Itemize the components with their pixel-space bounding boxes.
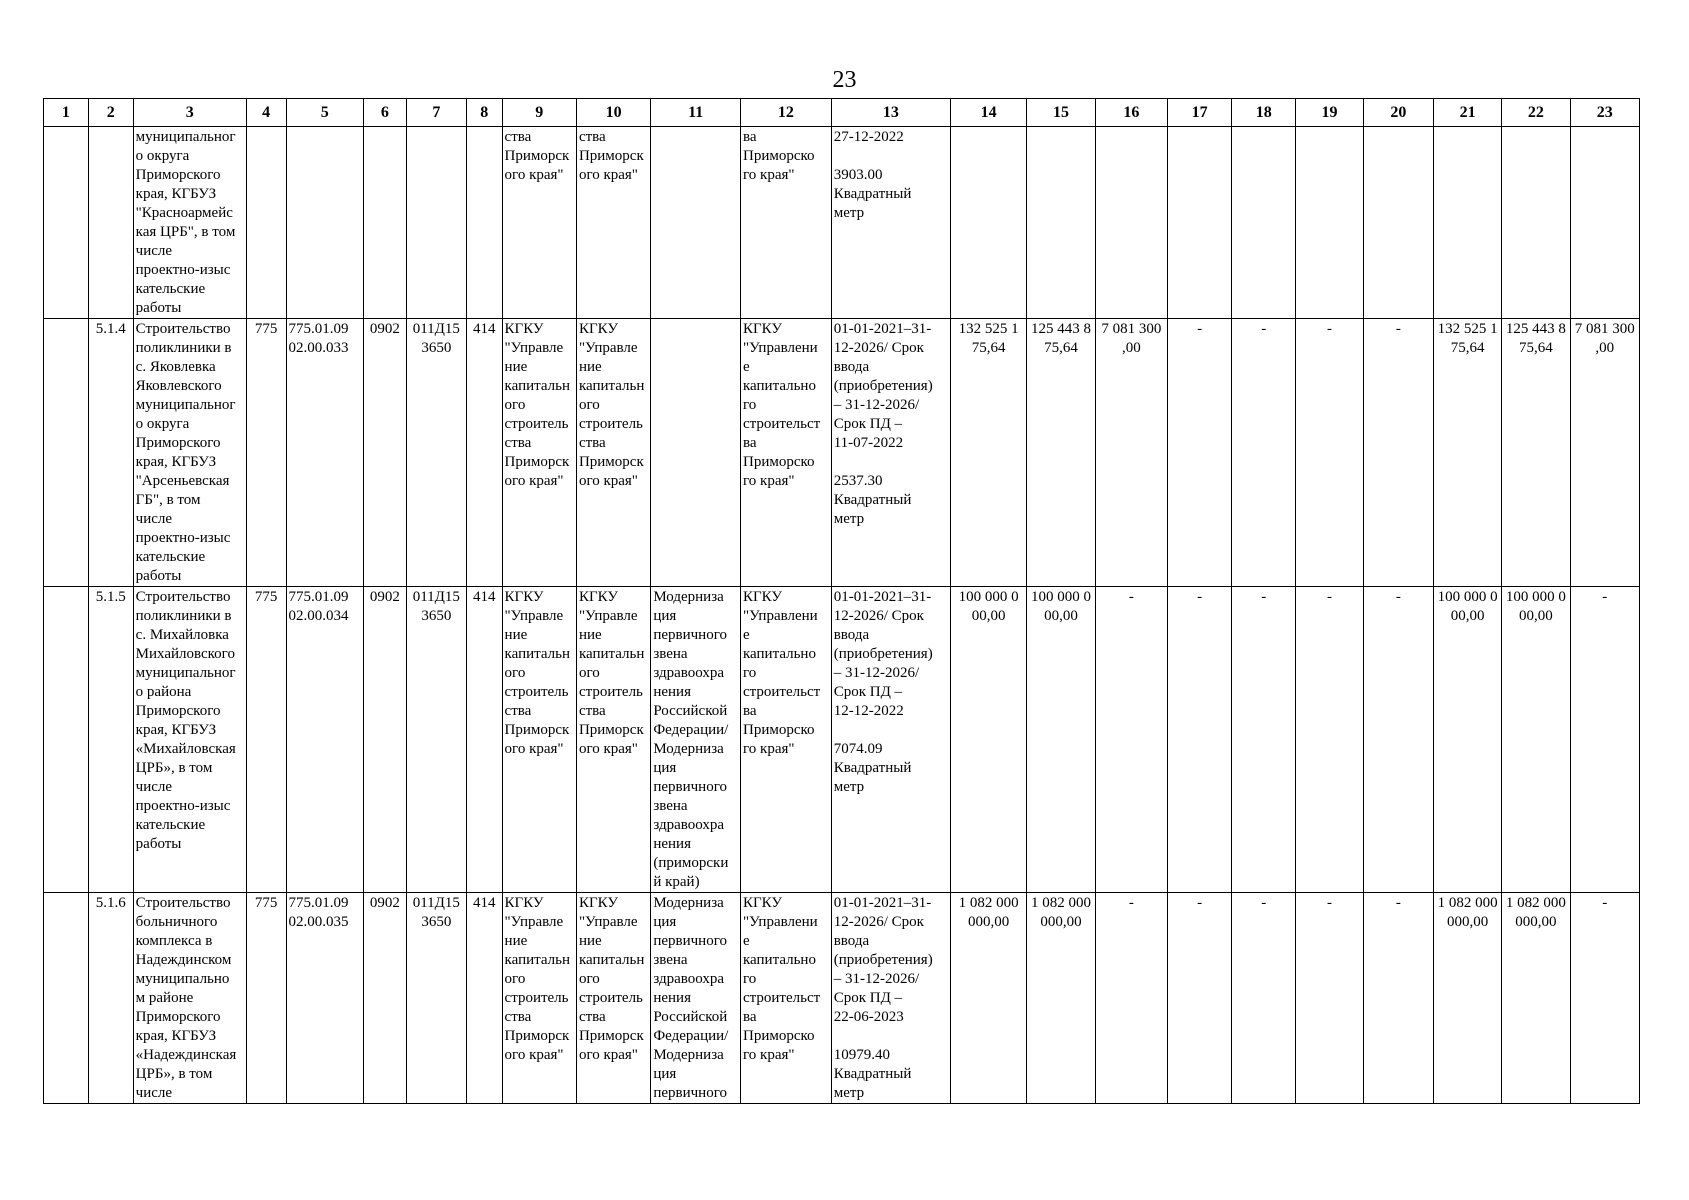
table-cell: 011Д15 3650 <box>406 319 466 587</box>
column-number-header: 10 <box>576 99 650 127</box>
table-cell <box>44 893 89 1104</box>
column-number-header: 7 <box>406 99 466 127</box>
table-cell <box>88 127 133 319</box>
table-cell <box>1095 127 1167 319</box>
table-cell: 5.1.4 <box>88 319 133 587</box>
table-cell: - <box>1232 319 1296 587</box>
table-cell: - <box>1570 893 1639 1104</box>
table-cell: 5.1.5 <box>88 587 133 893</box>
table-cell: 125 443 8 75,64 <box>1027 319 1095 587</box>
table-cell: - <box>1168 587 1232 893</box>
column-number-header: 17 <box>1168 99 1232 127</box>
table-cell: 1 082 000 000,00 <box>1027 893 1095 1104</box>
column-number-header: 8 <box>466 99 502 127</box>
table-cell <box>44 587 89 893</box>
column-number-header: 23 <box>1570 99 1639 127</box>
table-cell <box>1433 127 1501 319</box>
table-row <box>44 587 1640 893</box>
table-cell <box>246 127 286 319</box>
table-cell: 775.01.09 02.00.034 <box>286 587 363 893</box>
table-cell: - <box>1232 893 1296 1104</box>
table-row <box>44 319 1640 587</box>
table-cell <box>1027 127 1095 319</box>
table-cell: 132 525 1 75,64 <box>950 319 1026 587</box>
column-number-header: 21 <box>1433 99 1501 127</box>
table-cell: Строительство поликлиники в с. Яковлевка Яковлевского муниципальног о округа Приморского края, КГБУЗ "Арсеньевская ГБ", в том числе проектно-изыс кательские работы <box>133 319 246 587</box>
table-cell: Строительство поликлиники в с. Михайловка Михайловского муниципальног о района Приморского края, КГБУЗ «Михайловская ЦРБ», в том числе проектно-изыс кательские работы <box>133 587 246 893</box>
table-cell: - <box>1363 587 1433 893</box>
table-cell <box>1570 127 1639 319</box>
table-cell: КГКУ "Управлени е капитально го строительст ва Приморско го края" <box>741 893 832 1104</box>
table-cell: ства Приморск ого края" <box>576 127 650 319</box>
table-cell: КГКУ "Управле ние капитальн ого строитель ства Приморск ого края" <box>502 587 576 893</box>
table-cell: - <box>1168 893 1232 1104</box>
table-cell <box>286 127 363 319</box>
table-cell <box>466 127 502 319</box>
table-cell: 0902 <box>363 587 406 893</box>
table-cell: - <box>1296 893 1363 1104</box>
table-cell: муниципальног о округа Приморского края, КГБУЗ "Красноармейс кая ЦРБ", в том числе проектно-изыс кательские работы <box>133 127 246 319</box>
table-cell: КГКУ "Управле ние капитальн ого строитель ства Приморск ого края" <box>576 587 650 893</box>
table-row <box>44 893 1640 1104</box>
table-cell <box>1296 127 1363 319</box>
table-cell: 1 082 000 000,00 <box>1433 893 1501 1104</box>
table-cell: 01-01-2021–31- 12-2026/ Срок ввода (приобретения) – 31-12-2026/ Срок ПД – 22-06-2023 10979.40 Квадратный метр <box>831 893 950 1104</box>
table-cell <box>950 127 1026 319</box>
table-cell: 775.01.09 02.00.033 <box>286 319 363 587</box>
budget-table <box>43 98 1640 1104</box>
table-cell <box>1168 127 1232 319</box>
table-cell <box>44 127 89 319</box>
table-cell: 414 <box>466 893 502 1104</box>
column-number-header: 9 <box>502 99 576 127</box>
table-cell: - <box>1095 587 1167 893</box>
column-number-header: 22 <box>1502 99 1570 127</box>
table-cell <box>363 127 406 319</box>
table-cell: 011Д15 3650 <box>406 893 466 1104</box>
table-cell: 1 082 000 000,00 <box>950 893 1026 1104</box>
table-cell: КГКУ "Управлени е капитально го строительст ва Приморско го края" <box>741 319 832 587</box>
table-cell: 5.1.6 <box>88 893 133 1104</box>
table-cell: - <box>1095 893 1167 1104</box>
table-cell: КГКУ "Управле ние капитальн ого строитель ства Приморск ого края" <box>576 893 650 1104</box>
column-number-header: 5 <box>286 99 363 127</box>
column-number-header: 18 <box>1232 99 1296 127</box>
table-cell: 011Д15 3650 <box>406 587 466 893</box>
table-cell: КГКУ "Управле ние капитальн ого строитель ства Приморск ого края" <box>502 893 576 1104</box>
table-row <box>44 127 1640 319</box>
table-cell <box>406 127 466 319</box>
table-cell: 0902 <box>363 319 406 587</box>
table-cell: КГКУ "Управле ние капитальн ого строитель ства Приморск ого края" <box>576 319 650 587</box>
table-cell: 414 <box>466 319 502 587</box>
table-cell: КГКУ "Управле ние капитальн ого строитель ства Приморск ого края" <box>502 319 576 587</box>
table-cell: 775.01.09 02.00.035 <box>286 893 363 1104</box>
table-cell: Строительство больничного комплекса в Надеждинском муниципально м районе Приморского края, КГБУЗ «Надеждинская ЦРБ», в том числе <box>133 893 246 1104</box>
table-cell: 100 000 0 00,00 <box>1027 587 1095 893</box>
table-cell: 775 <box>246 893 286 1104</box>
table-cell <box>44 319 89 587</box>
table-cell: - <box>1363 893 1433 1104</box>
table-cell: 100 000 0 00,00 <box>950 587 1026 893</box>
table-cell: ства Приморск ого края" <box>502 127 576 319</box>
column-number-header: 3 <box>133 99 246 127</box>
table-cell <box>651 319 741 587</box>
table-cell <box>1363 127 1433 319</box>
table-cell: 414 <box>466 587 502 893</box>
column-number-header: 15 <box>1027 99 1095 127</box>
column-number-header: 14 <box>950 99 1026 127</box>
table-cell: Модерниза ция первичного звена здравоохра нения Российской Федерации/ Модерниза ция первичного звена здравоохра нения (приморски й край) <box>651 587 741 893</box>
column-number-header: 4 <box>246 99 286 127</box>
table-cell: 01-01-2021–31- 12-2026/ Срок ввода (приобретения) – 31-12-2026/ Срок ПД – 11-07-2022 2537.30 Квадратный метр <box>831 319 950 587</box>
table-cell: 7 081 300 ,00 <box>1570 319 1639 587</box>
column-number-header: 1 <box>44 99 89 127</box>
column-number-header: 20 <box>1363 99 1433 127</box>
table-cell: - <box>1296 319 1363 587</box>
column-number-header: 12 <box>741 99 832 127</box>
table-cell: 775 <box>246 587 286 893</box>
table-cell: 0902 <box>363 893 406 1104</box>
table-cell <box>1232 127 1296 319</box>
table-cell: 100 000 0 00,00 <box>1502 587 1570 893</box>
table-cell <box>651 127 741 319</box>
table-cell: - <box>1363 319 1433 587</box>
table-cell: - <box>1570 587 1639 893</box>
column-number-header: 13 <box>831 99 950 127</box>
table-cell: 1 082 000 000,00 <box>1502 893 1570 1104</box>
page-number: 23 <box>832 67 857 93</box>
table-cell: - <box>1168 319 1232 587</box>
table-cell: 775 <box>246 319 286 587</box>
table-cell: 125 443 8 75,64 <box>1502 319 1570 587</box>
column-number-header: 16 <box>1095 99 1167 127</box>
column-number-row <box>44 99 1640 127</box>
table-cell: 132 525 1 75,64 <box>1433 319 1501 587</box>
column-number-header: 19 <box>1296 99 1363 127</box>
column-number-header: 11 <box>651 99 741 127</box>
table-cell: Модерниза ция первичного звена здравоохра нения Российской Федерации/ Модерниза ция первичного <box>651 893 741 1104</box>
column-number-header: 2 <box>88 99 133 127</box>
table-cell: - <box>1232 587 1296 893</box>
table-cell: 7 081 300 ,00 <box>1095 319 1167 587</box>
table-cell: - <box>1296 587 1363 893</box>
table-cell: 27-12-2022 3903.00 Квадратный метр <box>831 127 950 319</box>
column-number-header: 6 <box>363 99 406 127</box>
table-cell: ва Приморско го края" <box>741 127 832 319</box>
table-cell: 01-01-2021–31- 12-2026/ Срок ввода (приобретения) – 31-12-2026/ Срок ПД – 12-12-2022 7074.09 Квадратный метр <box>831 587 950 893</box>
table-cell: КГКУ "Управлени е капитально го строительст ва Приморско го края" <box>741 587 832 893</box>
table-cell: 100 000 0 00,00 <box>1433 587 1501 893</box>
table-cell <box>1502 127 1570 319</box>
